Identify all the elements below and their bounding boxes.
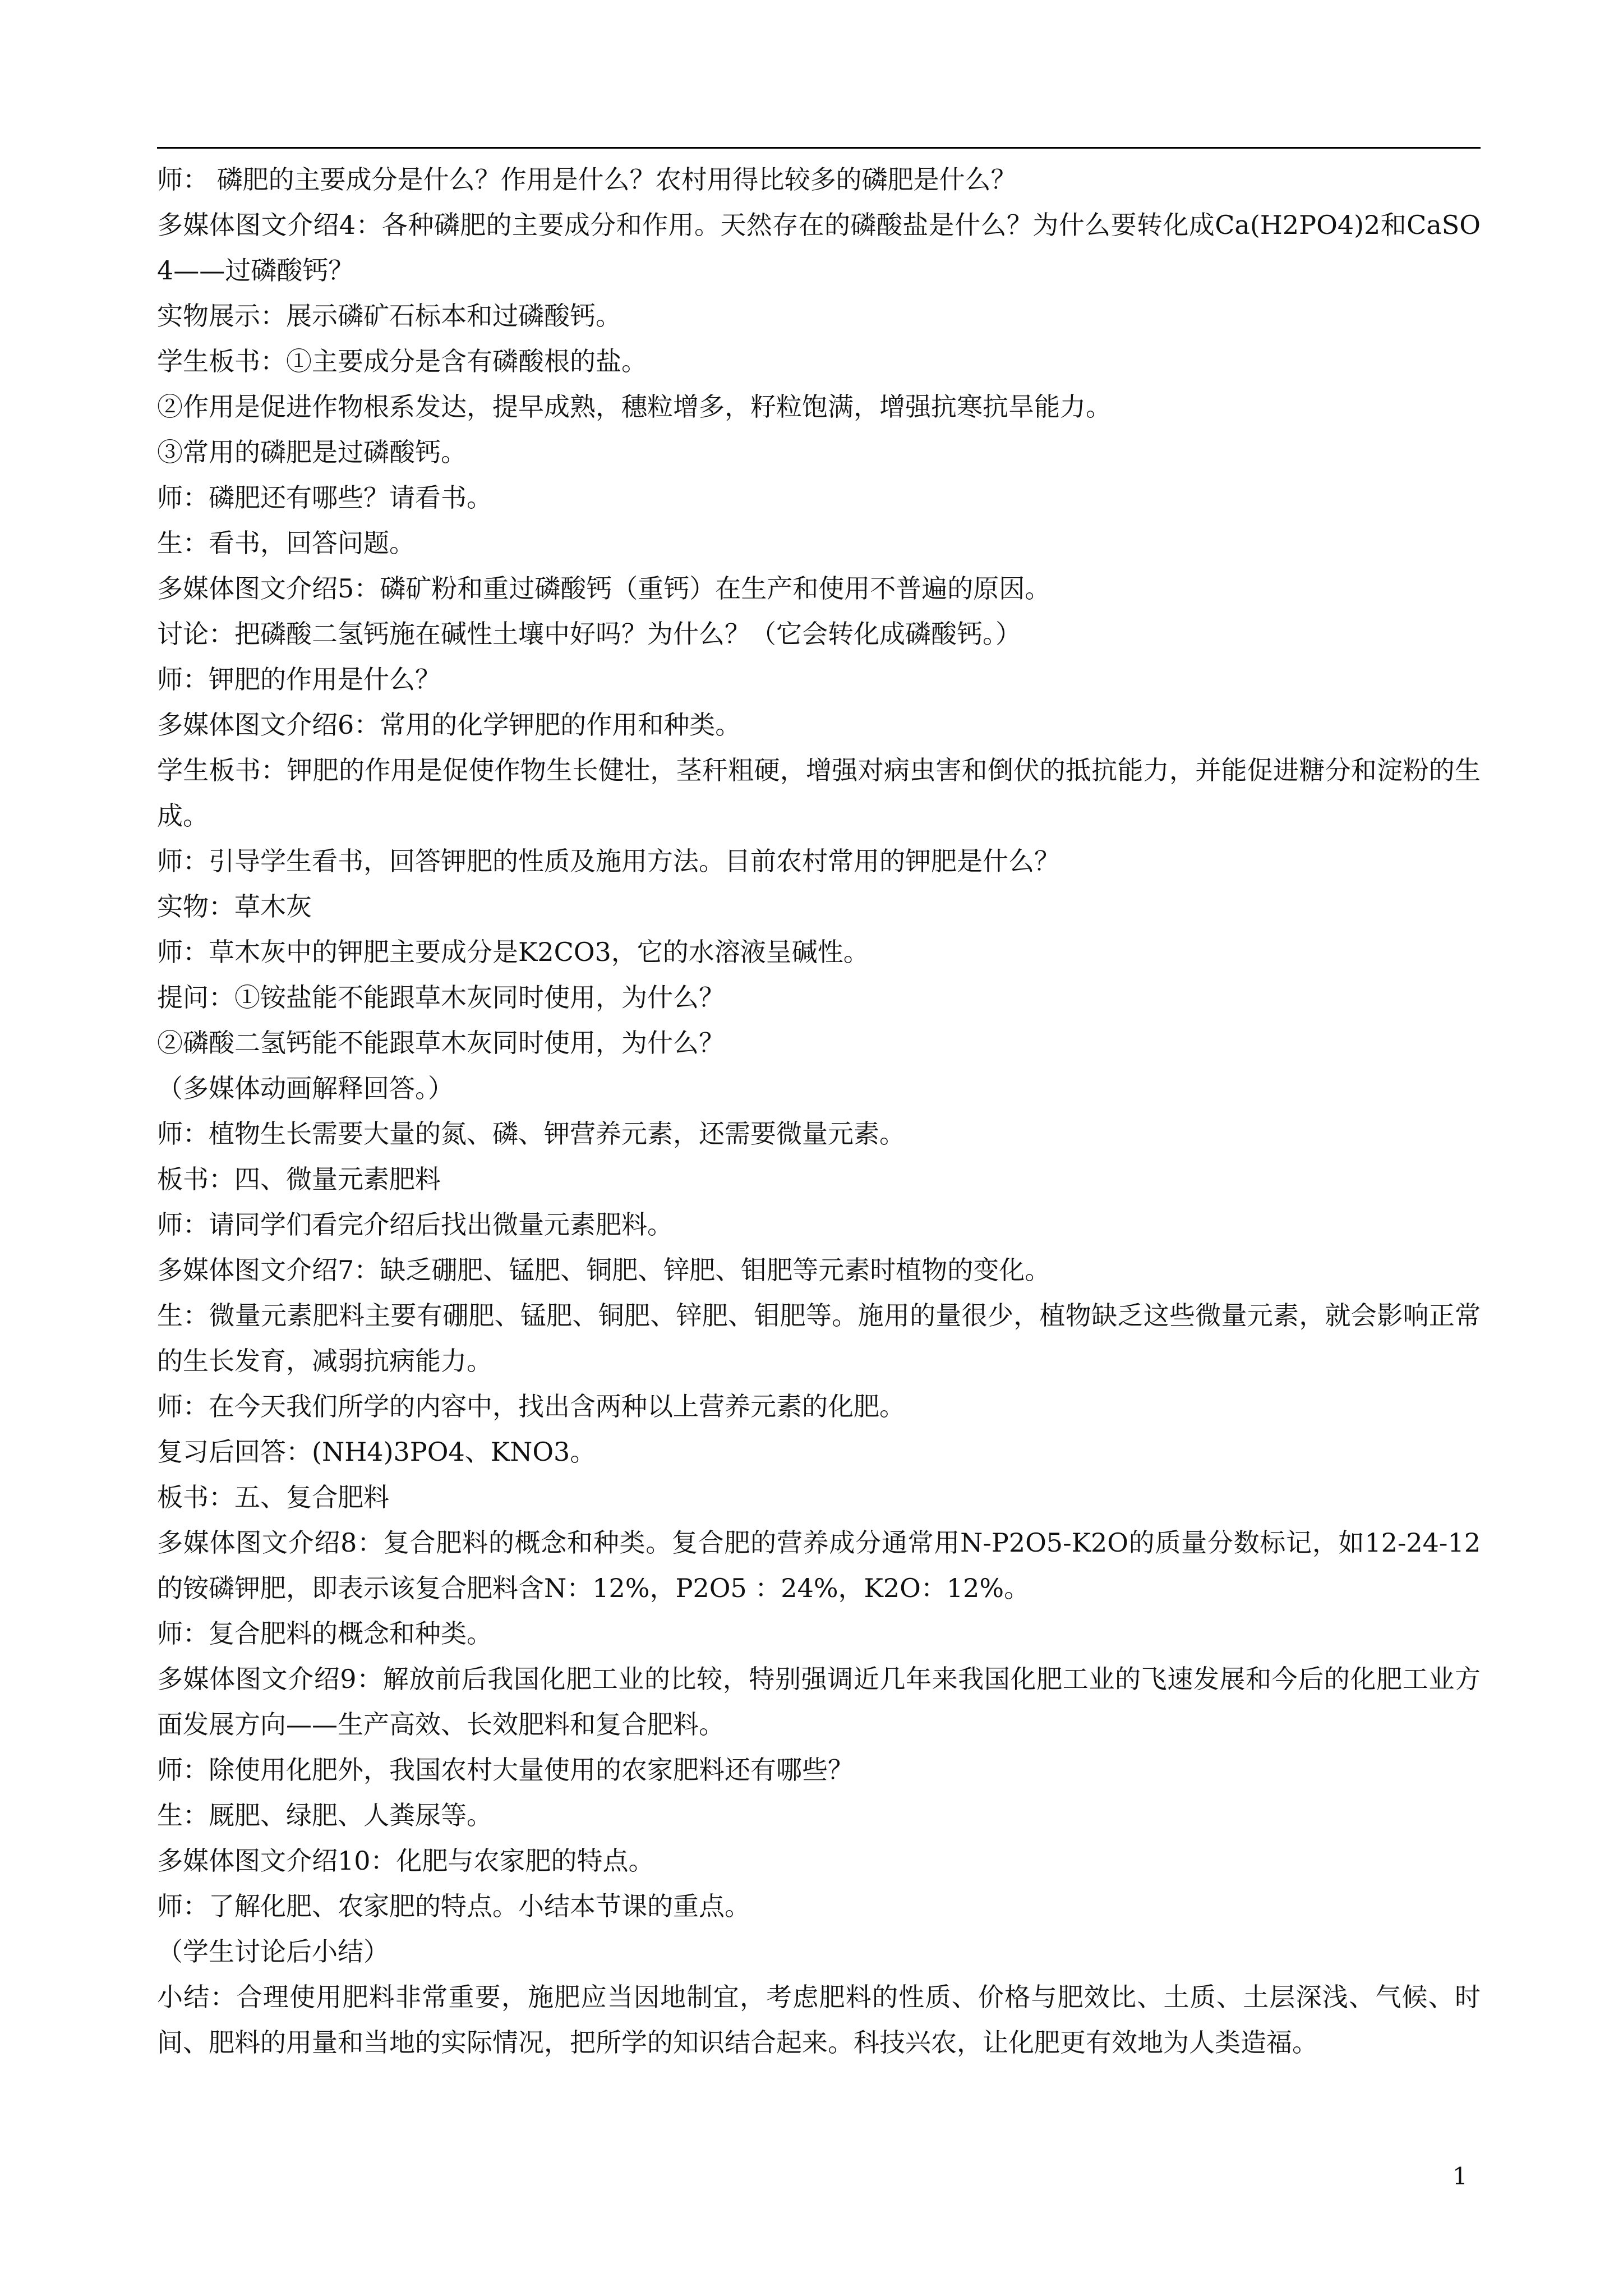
paragraph: 师：除使用化肥外，我国农村大量使用的农家肥料还有哪些？	[157, 1755, 854, 1785]
paragraph: 小结：合理使用肥料非常重要，施肥应当因地制宜，考虑肥料的性质、价格与肥效比、土质、土层深浅、气候、时间、肥料的用量和当地的实际情况，把所学的知识结合起来。科技兴农，让化肥更有效地为人类造福。	[157, 1982, 1481, 2058]
paragraph: 板书：四、微量元素肥料	[157, 1164, 441, 1194]
paragraph: 师： 磷肥的主要成分是什么？作用是什么？农村用得比较多的磷肥是什么？	[157, 164, 1017, 195]
paragraph: 提问：①铵盐能不能跟草木灰同时使用，为什么？	[157, 982, 725, 1013]
paragraph: ②作用是促进作物根系发达，提早成熟，穗粒增多，籽粒饱满，增强抗寒抗旱能力。	[157, 392, 1112, 422]
paragraph: 师：植物生长需要大量的氮、磷、钾营养元素，还需要微量元素。	[157, 1119, 905, 1149]
paragraph: 多媒体图文介绍10：化肥与农家肥的特点。	[157, 1846, 654, 1876]
paragraph: 师：钾肥的作用是什么？	[157, 664, 441, 694]
paragraph: 板书：五、复合肥料	[157, 1482, 389, 1512]
paragraph: 生：看书，回答问题。	[157, 528, 415, 558]
document-body	[157, 157, 1481, 2065]
paragraph: 师：复合肥料的概念和种类。	[157, 1618, 492, 1649]
paragraph: 多媒体图文介绍4：各种磷肥的主要成分和作用。天然存在的磷酸盐是什么？为什么要转化成Ca(H2PO4)2和CaSO4——过磷酸钙？	[157, 210, 1481, 286]
paragraph: ③常用的磷肥是过磷酸钙。	[157, 437, 467, 467]
paragraph: 师：引导学生看书，回答钾肥的性质及施用方法。目前农村常用的钾肥是什么？	[157, 846, 1060, 876]
header-rule	[157, 147, 1481, 149]
paragraph: 学生板书：钾肥的作用是促使作物生长健壮，茎秆粗硬，增强对病虫害和倒伏的抵抗能力，并能促进糖分和淀粉的生成。	[157, 755, 1481, 831]
paragraph: 多媒体图文介绍5：磷矿粉和重过磷酸钙（重钙）在生产和使用不普遍的原因。	[157, 573, 1051, 604]
paragraph: 生：厩肥、绿肥、人粪尿等。	[157, 1800, 492, 1830]
paragraph: 师：了解化肥、农家肥的特点。小结本节课的重点。	[157, 1891, 750, 1921]
paragraph: 生：微量元素肥料主要有硼肥、锰肥、铜肥、锌肥、钼肥等。施用的量很少，植物缺乏这些微量元素，就会影响正常的生长发育，减弱抗病能力。	[157, 1300, 1481, 1376]
paragraph: 师：在今天我们所学的内容中，找出含两种以上营养元素的化肥。	[157, 1391, 905, 1421]
paragraph: 实物：草木灰	[157, 891, 312, 922]
paragraph: 多媒体图文介绍9：解放前后我国化肥工业的比较，特别强调近几年来我国化肥工业的飞速发展和今后的化肥工业方面发展方向——生产高效、长效肥料和复合肥料。	[157, 1664, 1481, 1740]
page-number: 1	[1453, 2162, 1468, 2190]
paragraph: 师：草木灰中的钾肥主要成分是K2CO3，它的水溶液呈碱性。	[157, 937, 869, 967]
paragraph: ②磷酸二氢钙能不能跟草木灰同时使用，为什么？	[157, 1028, 725, 1058]
paragraph: 实物展示：展示磷矿石标本和过磷酸钙。	[157, 301, 621, 331]
paragraph: 师：磷肥还有哪些？请看书。	[157, 482, 492, 513]
paragraph: 多媒体图文介绍6：常用的化学钾肥的作用和种类。	[157, 710, 741, 740]
paragraph: 讨论：把磷酸二氢钙施在碱性土壤中好吗？为什么？（它会转化成磷酸钙。）	[157, 619, 1021, 649]
paragraph: （学生讨论后小结）	[157, 1936, 389, 1967]
paragraph: 多媒体图文介绍7：缺乏硼肥、锰肥、铜肥、锌肥、钼肥等元素时植物的变化。	[157, 1255, 1051, 1285]
paragraph: 师：请同学们看完介绍后找出微量元素肥料。	[157, 1209, 673, 1240]
paragraph: 多媒体图文介绍8：复合肥料的概念和种类。复合肥的营养成分通常用N-P2O5-K2O的质量分数标记，如12-24-12的铵磷钾肥，即表示该复合肥料含N：12%，P2O5 ：24%，K2O：12%。	[157, 1527, 1481, 1603]
paragraph: 复习后回答：(NH4)3PO4、KNO3。	[157, 1437, 596, 1467]
paragraph: （多媒体动画解释回答。）	[157, 1073, 454, 1103]
paragraph: 学生板书：①主要成分是含有磷酸根的盐。	[157, 346, 647, 376]
